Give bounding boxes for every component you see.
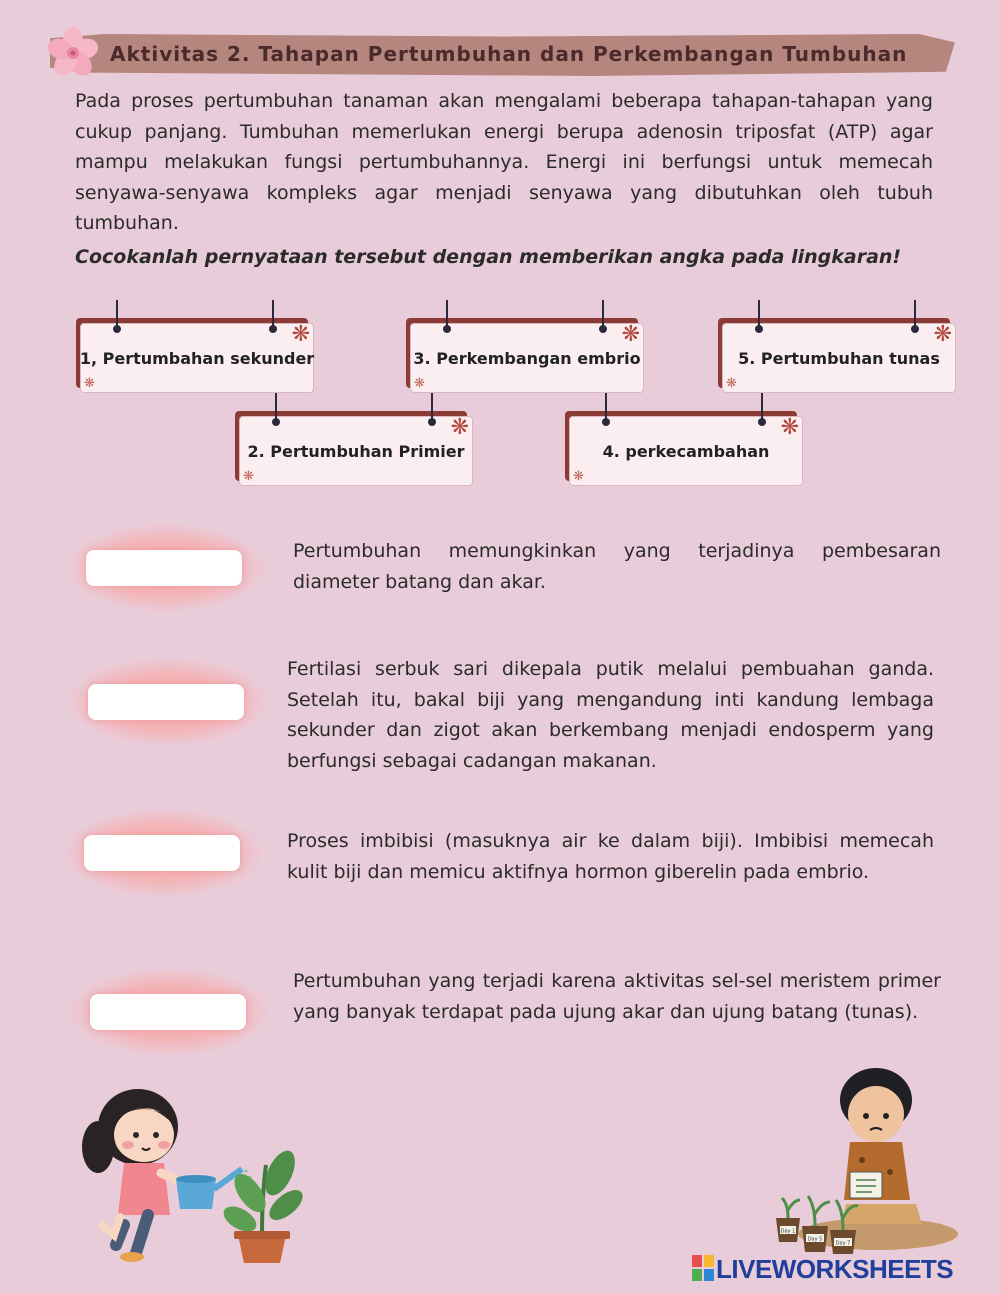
live-badge-icon: [692, 1255, 714, 1281]
answer-slot-3: [64, 809, 264, 897]
asterisk-icon: ❋: [291, 322, 310, 347]
asterisk-icon: ❋: [780, 415, 799, 440]
option-label: 2. Pertumbuhan Primier: [239, 416, 473, 486]
pin-icon: [602, 300, 604, 330]
answer-input-2[interactable]: [88, 684, 244, 720]
pin-icon: [272, 300, 274, 330]
answer-input-4[interactable]: [90, 994, 246, 1030]
pin-icon: [116, 300, 118, 330]
pin-icon: [446, 300, 448, 330]
intro-paragraph: Pada proses pertumbuhan tanaman akan mengalami beberapa tahapan-tahapan yang cukup panjang. Tumbuhan memerlukan energi berupa adenosin triposfat (ATP) agar mampu melakukan fungsi pertumbuhannya. Energi ini berfungsi untuk memecah senyawa-senyawa kompleks agar menjadi senyawa yang dibutuhkan oleh tubuh tumbuhan.: [75, 90, 933, 234]
asterisk-icon: ❋: [84, 376, 95, 391]
option-card-3: [406, 318, 644, 394]
pin-icon: [275, 393, 277, 423]
pot-label: Day 7: [835, 1240, 851, 1247]
pin-icon: [914, 300, 916, 330]
statement-1: Pertumbuhan memungkinkan yang terjadinya pembesaran diameter batang dan akar.: [293, 540, 941, 593]
option-card-5: [718, 318, 956, 394]
girl-watering-plant-illustration: [66, 1085, 306, 1270]
pin-icon: [605, 393, 607, 423]
asterisk-icon: ❋: [573, 469, 584, 484]
option-card-4: [565, 411, 803, 487]
statement-3: Proses imbibisi (masuknya air ke dalam biji). Imbibisi memecah kulit biji dan memicu aktifnya hormon giberelin pada embrio.: [287, 830, 934, 883]
statement-4: Pertumbuhan yang terjadi karena aktivitas sel-sel meristem primer yang banyak terdapat pada ujung akar dan ujung batang (tunas).: [293, 970, 941, 1023]
option-label: 3. Perkembangan embrio: [410, 323, 644, 393]
answer-input-3[interactable]: [84, 835, 240, 871]
pin-icon: [761, 393, 763, 423]
asterisk-icon: ❋: [933, 322, 952, 347]
option-label: 1, Pertumbahan sekunder: [80, 323, 314, 393]
cherry-blossom-icon: [44, 26, 102, 80]
liveworksheets-logo[interactable]: [692, 1254, 953, 1285]
pot-label: Day 5: [807, 1236, 823, 1243]
asterisk-icon: ❋: [621, 322, 640, 347]
pot-label: Day 1: [780, 1228, 796, 1235]
option-label: 5. Pertumbuhan tunas: [722, 323, 956, 393]
option-card-1: [76, 318, 314, 394]
page-title: Aktivitas 2. Tahapan Pertumbuhan dan Perkembangan Tumbuhan: [110, 42, 908, 66]
pin-icon: [431, 393, 433, 423]
answer-input-1[interactable]: [86, 550, 242, 586]
asterisk-icon: ❋: [414, 376, 425, 391]
logo-text: LIVEWORKSHEETS: [716, 1254, 954, 1284]
asterisk-icon: ❋: [243, 469, 254, 484]
asterisk-icon: ❋: [450, 415, 469, 440]
statement-2: Fertilasi serbuk sari dikepala putik melalui pembuahan ganda. Setelah itu, bakal biji yang mengandung inti kandung lembaga sekunder dan zigot akan berkembang menjadi endosperm yang berfungsi sebagai cadangan makanan.: [287, 658, 934, 772]
boy-observing-seedlings-illustration: [766, 1064, 962, 1254]
answer-slot-2: [68, 658, 268, 746]
asterisk-icon: ❋: [726, 376, 737, 391]
answer-slot-4: [70, 968, 270, 1056]
pin-icon: [758, 300, 760, 330]
answer-slot-1: [66, 524, 266, 612]
option-label: 4. perkecambahan: [569, 416, 803, 486]
instruction-text: Cocokanlah pernyataan tersebut dengan memberikan angka pada lingkaran!: [75, 246, 902, 268]
option-card-2: [235, 411, 473, 487]
